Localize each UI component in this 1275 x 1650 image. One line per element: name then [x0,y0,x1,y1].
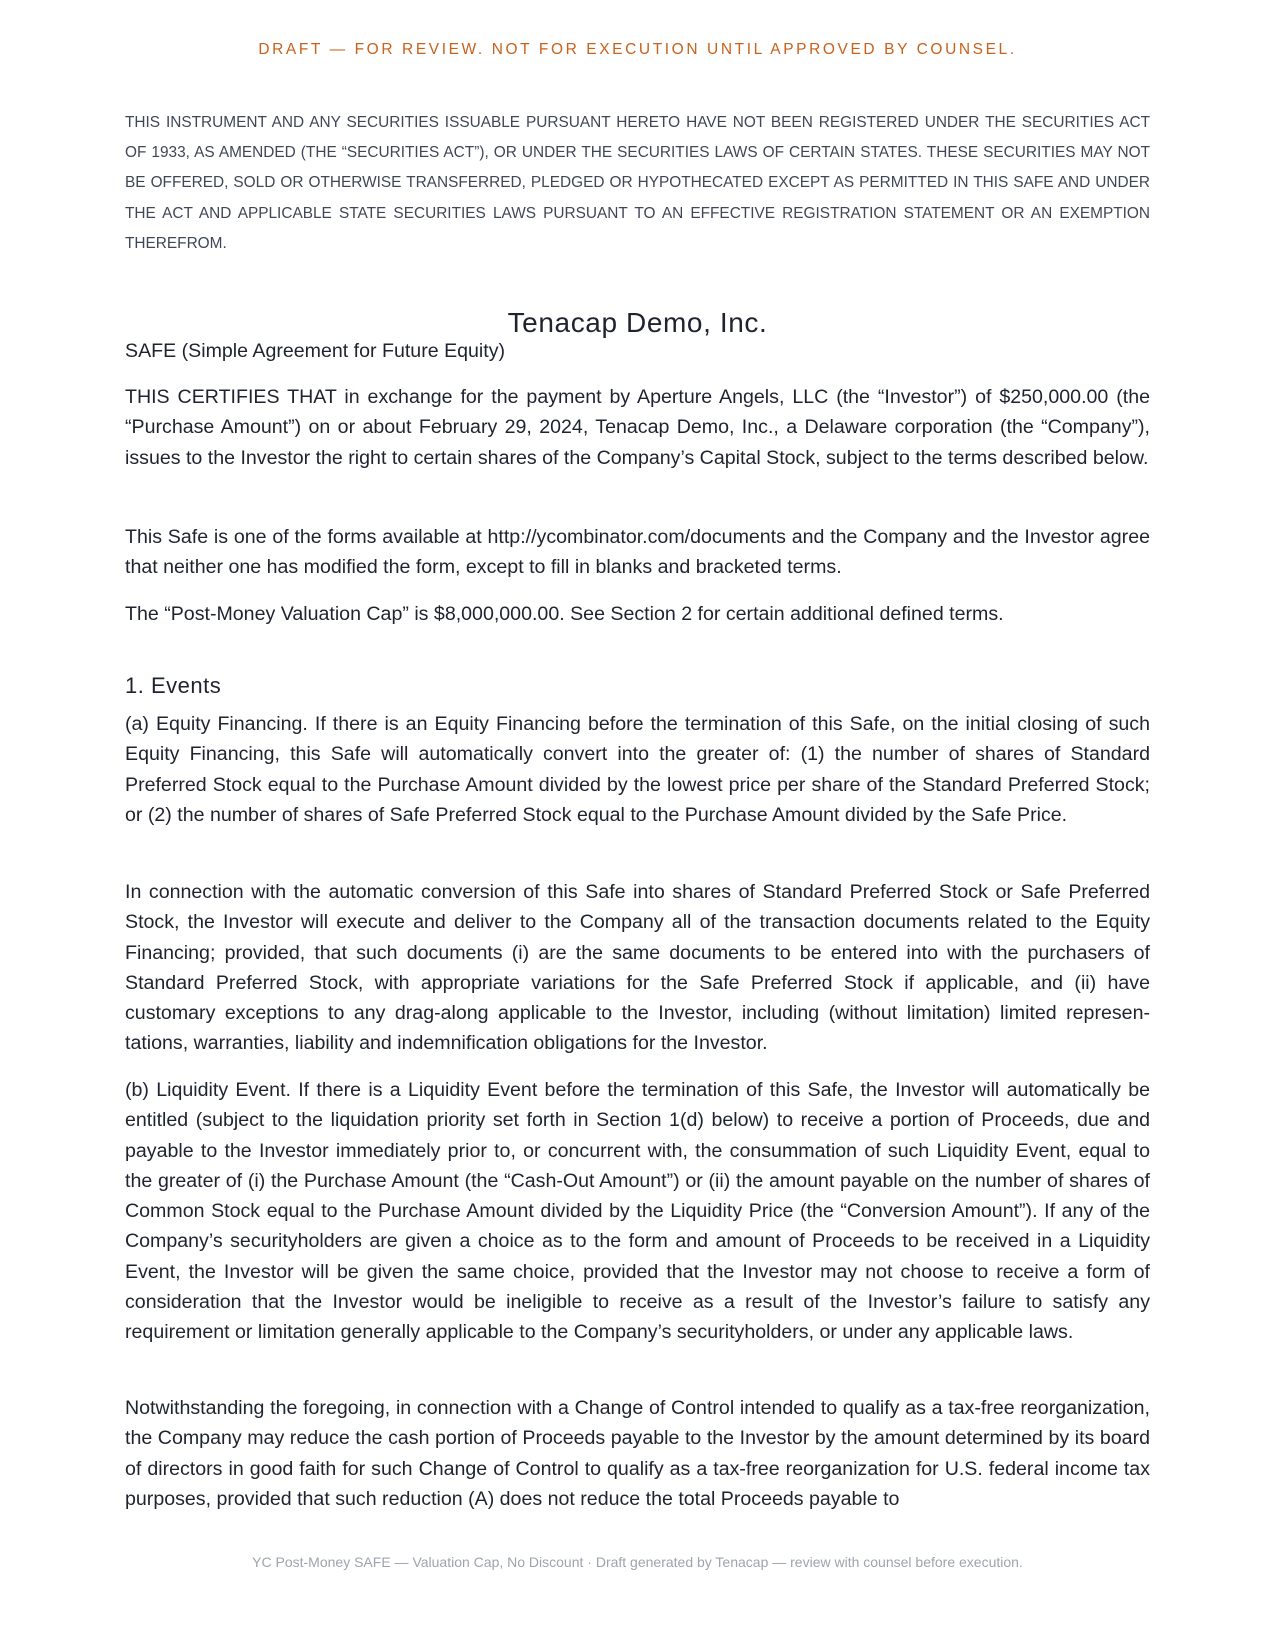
page-footer: YC Post-Money SAFE — Valuation Cap, No Discount · Draft generated by Tenacap — review with counsel before execution. [252,1554,1023,1570]
liquidity-event-paragraph: (b) Liquidity Event. If there is a Liquidity Event before the termination of this Safe, the Investor will automatically be entitled (subject to the liquidation priority set forth in Section 1(d) below) to receive a portion of Proceeds, due and payable to the Investor immediately prior to, or concurrent with, the consummation of such Liquidity Event, equal to the greater of (i) the Purchase Amount (the “Cash-Out Amount”) or (ii) the amount payable on the number of shares of Common Stock equal to the Purchase Amount divided by the Liquidity Price (the “Conversion Amount”). If any of the Company’s securityholders are given a choice as to the form and amount of Proceeds to be received in a Liquidity Event, the Investor will be given the same choice, provided that the Investor may not choose to receive a form of consideration that the Investor would be ineligible to receive as a result of the Investor’s failure to satisfy any requirement or limitation generally applicable to the Company’s securityholders, or under any applicable laws. [125,1079,1150,1344]
change-of-control-paragraph: Notwithstanding the foregoing, in connection with a Change of Control intended to qualify as a tax-free reorganization, the Company may reduce the cash portion of Proceeds payable to the Investor by the amount determined by its board of directors in good faith for such Change of Control to qualify as a tax-free reorganization for U.S. federal income tax purposes, provided that such reduction (A) does not reduce the total Proceeds payable to [125,1397,1150,1510]
securities-legend: THIS INSTRUMENT AND ANY SECURITIES ISSUABLE PURSUANT HERETO HAVE NOT BEEN REGISTERED UNDER THE SECURITIES ACT OF 1933, AS AMENDED (THE “SECURITIES ACT”), OR UNDER THE SECURITIES LAWS OF CERTAIN STATES. THESE SECURITIES MAY NOT BE OFFERED, SOLD OR OTHERWISE TRANSFERRED, PLEDGED OR HYPOTHECATED EXCEPT AS PERMITTED IN THIS SAFE AND UNDER THE ACT AND APPLICABLE STATE SECURITIES LAWS PURSUANT TO AN EFFECTIVE REGISTRATION STATEMENT OR AN EXEMPTION THEREFROM. [125,114,1150,252]
draft-banner: DRAFT — FOR REVIEW. NOT FOR EXECUTION UNTIL APPROVED BY COUNSEL. [258,41,1017,58]
section-heading-events: 1. Events [125,673,222,698]
company-title: Tenacap Demo, Inc. [507,307,768,338]
valuation-cap-paragraph: The “Post-Money Valuation Cap” is $8,000,000.00. See Section 2 for certain additional defined terms. [125,603,1004,625]
forms-paragraph: This Safe is one of the forms available at http://ycombinator.com/documents and the Company and the Investor agree that neither one has modified the form, except to fill in blanks and bracketed terms. [125,526,1150,579]
certifies-paragraph: THIS CERTIFIES THAT in exchange for the payment by Aperture Angels, LLC (the “Investor”) of $250,000.00 (the “Purchase Amount”) on or about February 29, 2024, Tenacap Demo, Inc., a Delaware corporation (the “Company”), issues to the Investor the right to certain shares of the Company’s Capital Stock, subject to the terms described below. [125,386,1150,469]
document-subtitle: SAFE (Simple Agreement for Future Equity) [125,340,506,362]
equity-financing-paragraph: (a) Equity Financing. If there is an Equity Financing before the termination of this Safe, on the initial closing of such Equity Financing, this Safe will automatically convert into the greater of: (1) the number of shares of Standard Preferred Stock equal to the Purchase Amount divided by the lowest price per share of the Standard Preferred Stock; or (2) the number of shares of Safe Preferred Stock equal to the Purchase Amount divided by the Safe Price. [125,713,1150,826]
conversion-documents-paragraph: In connection with the automatic conversion of this Safe into shares of Standard Preferred Stock or Safe Preferred Stock, the Investor will execute and deliver to the Company all of the transaction documents related to the Equity Financing; provided, that such documents (i) are the same documents to be entered into with the purchasers of Standard Preferred Stock, with appropriate variations for the Safe Preferred Stock if applicable, and (ii) have customary exceptions to any drag-along applicable to the Investor, including (without limitation) limited representations, warranties, liability and indemnification obligations for the Investor. [125,881,1150,1055]
